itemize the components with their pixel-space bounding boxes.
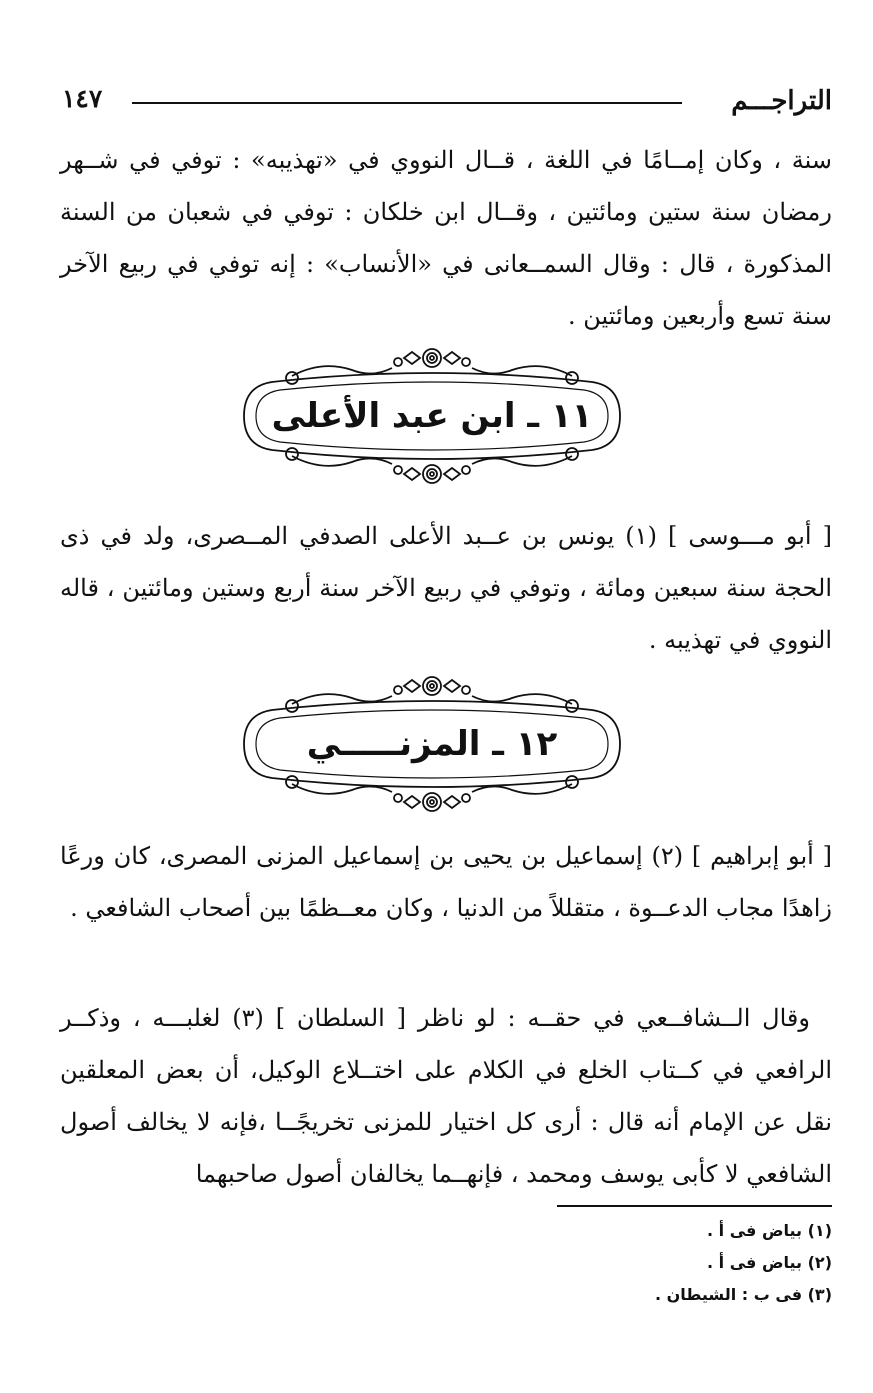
page-number: ١٤٧: [62, 84, 103, 113]
section-heading-12: ١٢ ـ المزنـــــي: [306, 724, 558, 764]
paragraph-1: سنة ، وكان إمــامًا في اللغة ، قــال النووي في «تهذيبه» : توفي في شــهر رمضان سنة ستين ومائتين ، وقــال ابن خلكان : توفي في شعبان من السنة المذكورة ، قال : وقال السمــعانى في «الأنساب» : إنه توفي في ربيع الآخر سنة تسع وأربعين ومائتين .: [60, 146, 832, 330]
footnote-2: (٢) بياض فى أ .: [707, 1253, 832, 1272]
paragraph-3: [ أبو إبراهيم ] (٢) إسماعيل بن يحيى بن إسماعيل المزنى المصرى، كان ورعًا زاهدًا مجاب الدعــوة ، متقللاً من الدنيا ، وكان معــظمًا بين أصحاب الشافعي .: [60, 842, 832, 922]
footnotes: [500, 1215, 832, 1311]
header-rule: [132, 102, 682, 104]
paragraph-2: [ أبو مـــوسى ] (١) يونس بن عــبد الأعلى الصدفي المــصرى، ولد في ذى الحجة سنة سبعين ومائة ، وتوفي في ربيع الآخر سنة أربع وستين ومائتين ، قاله النووي في تهذيبه .: [60, 522, 833, 654]
footnote-1: (١) بياض فى أ .: [707, 1221, 832, 1240]
running-header: [62, 82, 832, 122]
paragraph-4: وقال الــشافــعي في حقــه : لو ناظر [ السلطان ] (٣) لغلبـــه ، وذكــر الرافعي في كــتاب الخلع في الكلام على اختــلاع الوكيل، أن بعض المعلقين نقل عن الإمام أنه قال : أرى كل اختيار للمزنى تخريجًــا ،فإنه لا يخالف أصول الشافعي لا كأبى يوسف ومحمد ، فإنهــما يخالفان أصول صاحبهما: [60, 1004, 832, 1188]
footnote-rule: [557, 1205, 832, 1207]
section-heading-banner-12: [232, 670, 632, 818]
footnote-3: (٣) فى ب : الشيطان .: [654, 1285, 832, 1304]
header-title: التراجـــم: [731, 86, 832, 116]
section-heading-11: ١١ ـ ابن عبد الأعلى: [271, 396, 593, 436]
section-heading-banner-11: [232, 342, 632, 490]
